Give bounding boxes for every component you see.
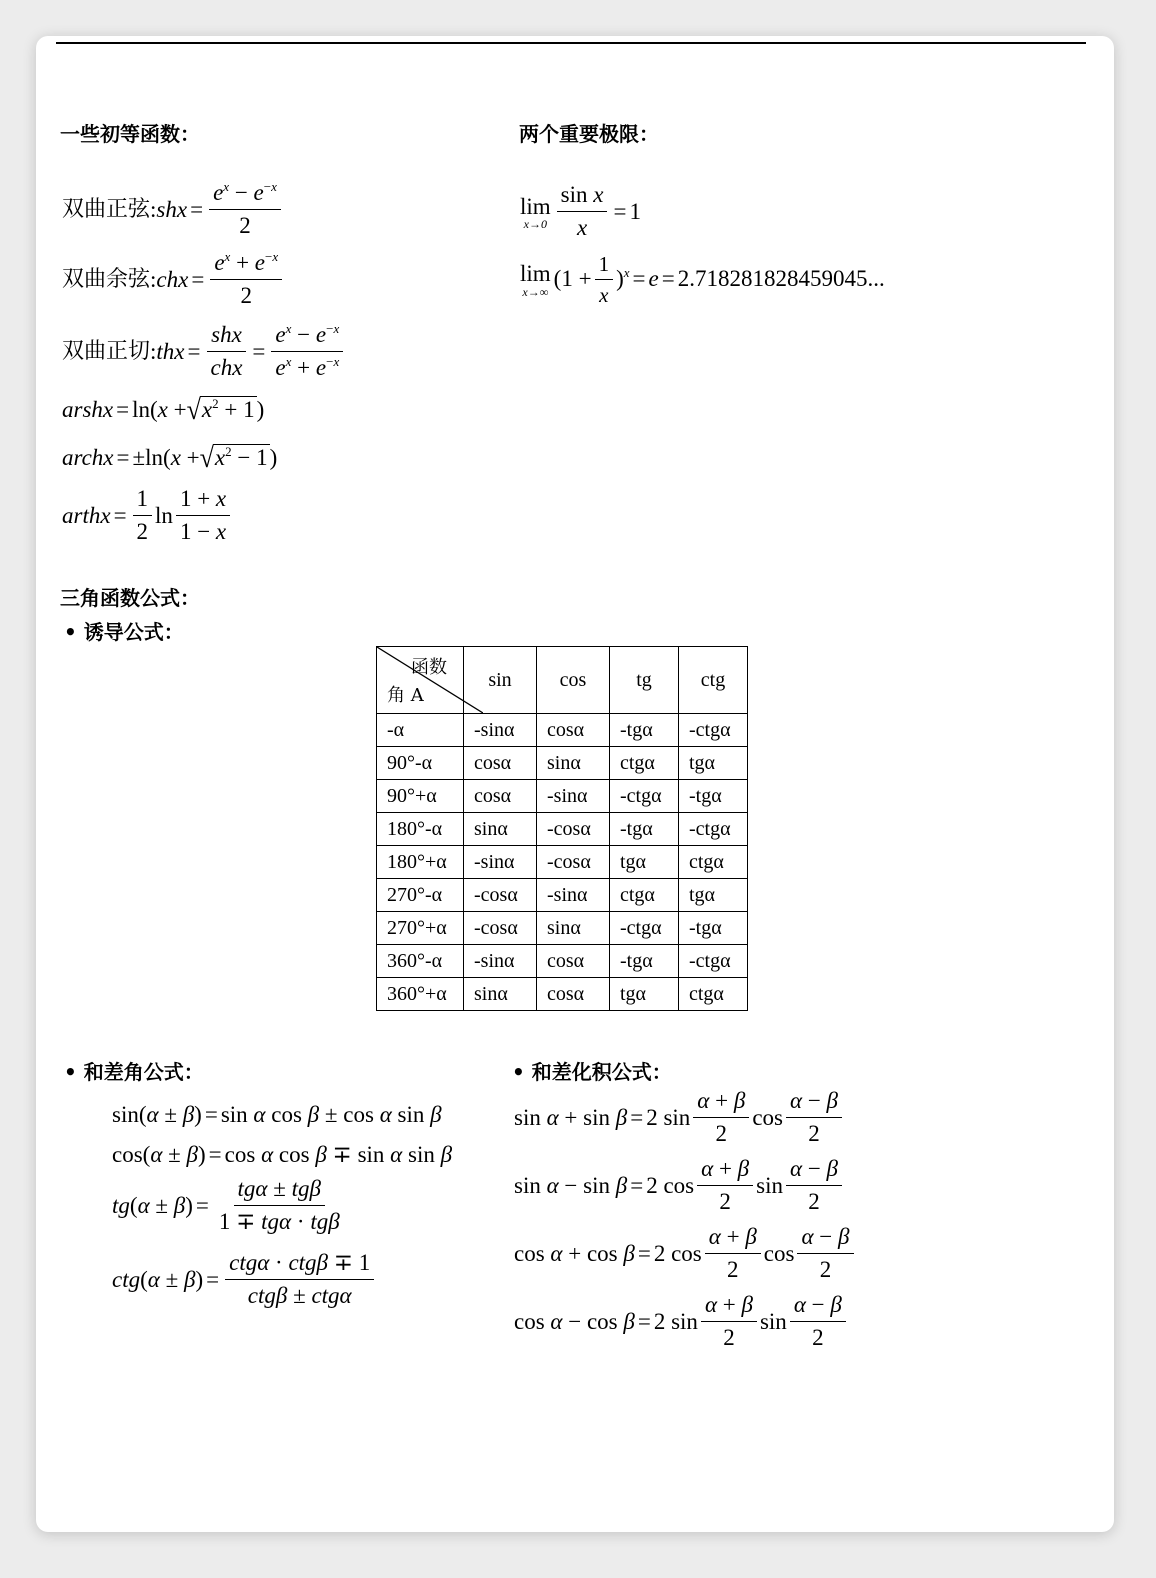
heading-sum-difference-angle: • 和差角公式： [64, 1060, 204, 1084]
heading-sum-to-product: • 和差化积公式： [512, 1060, 672, 1084]
table-cell-value: sinα [537, 747, 610, 780]
table-cell-value: -tgα [679, 912, 748, 945]
table-cell-angle: 90°+α [377, 780, 464, 813]
table-row [377, 747, 748, 780]
e-constant-value: 2.718281828459045... [677, 266, 885, 292]
formula-sinh: 双曲正弦 : shx = $\frac{e^x - e^{-x}}{2}$ [62, 180, 284, 240]
table-cell-value: cosα [464, 747, 537, 780]
table-cell-value: -ctgα [610, 912, 679, 945]
table-cell-value: tgα [610, 846, 679, 879]
table-row [377, 945, 748, 978]
table-cell-value: -cosα [464, 912, 537, 945]
formula-tg-sum-diff: tg(α ± β) = $\frac{\text{tgα ± tgβ}}{\text{1 ∓ tgα · tgβ}}$ [112, 1176, 340, 1235]
table-row [377, 714, 748, 747]
table-cell-angle: 270°-α [377, 879, 464, 912]
top-rule [56, 42, 1086, 44]
table-cell-value: -sinα [464, 846, 537, 879]
table-cell-angle: 270°+α [377, 912, 464, 945]
table-cell-value: ctgα [679, 846, 748, 879]
corner-function-label: 函数 [411, 657, 447, 678]
formula-cos-sum-diff: cos(α ± β) = cos α cos β ∓ sin α sin β [112, 1142, 453, 1167]
table-cell-value: tgα [679, 879, 748, 912]
table-cell-value: -cosα [464, 879, 537, 912]
table-cell-angle: 90°-α [377, 747, 464, 780]
corner-angle-label: 角 A [387, 685, 424, 706]
table-cell-value: -sinα [464, 945, 537, 978]
table-cell-value: sinα [537, 912, 610, 945]
formula-artanh: arthx = $\frac{1}{2}$ ln $\frac{1 + x}{1 - x}$ [62, 486, 233, 546]
table-cell-value: cosα [537, 945, 610, 978]
table-cell-value: tgα [679, 747, 748, 780]
table-cell-value: ctgα [610, 879, 679, 912]
table-cell-value: sinα [464, 978, 537, 1011]
table-cell-angle: 180°-α [377, 813, 464, 846]
table-cell-value: -cosα [537, 813, 610, 846]
heading-trig-formulas: 三角函数公式： [60, 586, 200, 610]
table-cell-value: -cosα [537, 846, 610, 879]
table-row [377, 813, 748, 846]
table-cell-angle: 360°-α [377, 945, 464, 978]
table-row [377, 912, 748, 945]
formula-sin-minus-sin: sin α − sin β = 2 cos $\frac{\alpha + \beta}{2}$ sin $\frac{\alpha - \beta}{2}$ [514, 1156, 845, 1216]
formula-arsinh: arshx = ln(x + √ $x^2 + 1$ ) [62, 393, 265, 426]
table-row [377, 780, 748, 813]
table-cell-value: tgα [610, 978, 679, 1011]
formula-tanh: 双曲正切 : thx = $\frac{\text{shx}}{\text{chx}}$ = $\frac{e^x - e^{-x}}{e^x + e^{-x}}$ [62, 322, 346, 382]
formula-cosh: 双曲余弦 : chx = $\frac{e^x + e^{-x}}{2}$ [62, 250, 285, 310]
table-cell-value: -tgα [610, 813, 679, 846]
induction-formula-table [376, 646, 748, 1011]
table-cell-angle: 360°+α [377, 978, 464, 1011]
table-cell-value: -ctgα [679, 813, 748, 846]
table-row [377, 978, 748, 1011]
table-cell-value: -ctgα [679, 945, 748, 978]
header-ctg: ctg [679, 647, 748, 714]
heading-induction-formulas: • 诱导公式： [64, 620, 184, 644]
table-cell-value: -tgα [610, 945, 679, 978]
table-cell-value: sinα [464, 813, 537, 846]
formula-ctg-sum-diff: ctg(α ± β) = $\frac{\text{ctgα · ctgβ ∓ 1}}{\text{ctgβ ± ctgα}}$ [112, 1250, 377, 1310]
table-cell-angle: -α [377, 714, 464, 747]
table-cell-value: cosα [464, 780, 537, 813]
table-row [377, 846, 748, 879]
header-cos: cos [537, 647, 610, 714]
table-cell-value: ctgα [679, 978, 748, 1011]
formula-sin-sum-diff: sin(α ± β) = sin α cos β ± cos α sin β [112, 1102, 442, 1127]
formula-cos-minus-cos: cos α − cos β = 2 sin $\frac{\alpha + \beta}{2}$ sin $\frac{\alpha - \beta}{2}$ [514, 1292, 849, 1352]
sinh-label: 双曲正弦 [62, 197, 151, 223]
formula-limit-e: lim x→∞ (1 + $\frac{1}{x}$ )$^x$ = e = 2.718281828459045... [520, 252, 885, 308]
table-cell-value: cosα [537, 978, 610, 1011]
tanh-label: 双曲正切 [62, 339, 151, 365]
document-page [36, 36, 1114, 1532]
table-cell-value: -sinα [537, 879, 610, 912]
formula-cos-plus-cos: cos α + cos β = 2 cos $\frac{\alpha + \beta}{2}$ cos $\frac{\alpha - \beta}{2}$ [514, 1224, 857, 1284]
header-tg: tg [610, 647, 679, 714]
table-row [377, 879, 748, 912]
heading-elementary-functions: 一些初等函数： [60, 122, 200, 146]
formula-sin-plus-sin: sin α + sin β = 2 sin $\frac{\alpha + \beta}{2}$ cos $\frac{\alpha - \beta}{2}$ [514, 1088, 845, 1148]
table-cell-value: -tgα [610, 714, 679, 747]
table-cell-value: -sinα [537, 780, 610, 813]
cosh-label: 双曲余弦 [62, 267, 151, 293]
table-cell-value: -ctgα [679, 714, 748, 747]
formula-limit-sinx-over-x: lim x→0 $\frac{\text{sin x}}{x}$ = 1 [520, 182, 641, 241]
table-cell-value: ctgα [610, 747, 679, 780]
heading-important-limits: 两个重要极限： [519, 122, 659, 146]
formula-arcosh: archx = ±ln(x + √ $x^2 - 1$ ) [62, 441, 278, 474]
table-cell-value: cosα [537, 714, 610, 747]
table-corner-cell [377, 647, 464, 714]
table-cell-value: -sinα [464, 714, 537, 747]
table-header-row [377, 647, 748, 714]
table-cell-angle: 180°+α [377, 846, 464, 879]
header-sin: sin [464, 647, 537, 714]
table-cell-value: -tgα [679, 780, 748, 813]
table-cell-value: -ctgα [610, 780, 679, 813]
